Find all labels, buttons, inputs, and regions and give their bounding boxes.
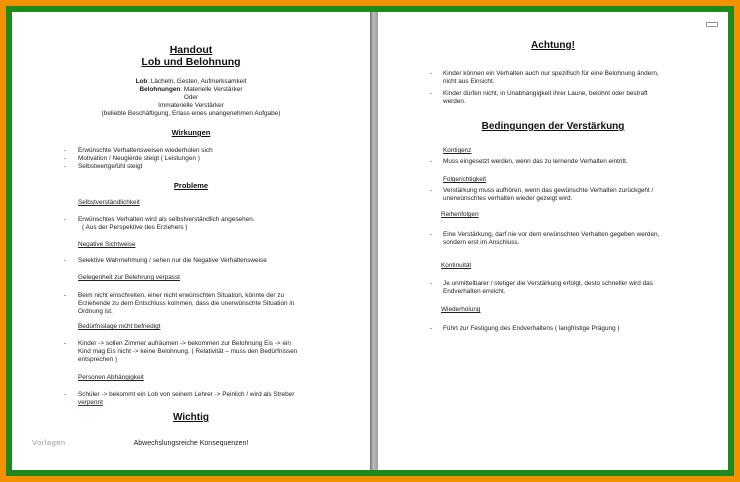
list-dash: - [64, 216, 67, 223]
section-heading-selbstverstaendlichkeit: Selbstverständlichkeit [78, 199, 140, 206]
section-heading-kontigenz: Kontigenz [443, 147, 472, 154]
list-item: Muss eingesetzt werden, wenn das zu lernende Verhalten eintritt. [443, 158, 628, 165]
list-dash: - [64, 391, 67, 398]
list-dash: - [430, 158, 433, 165]
intro-line-immateriell: Immaterielle Verstärker [158, 102, 224, 109]
list-item-continuation: unerwünschtes verhalten wieder gezeigt wird. [443, 195, 573, 202]
list-item-continuation: entsprechen ) [78, 356, 118, 363]
list-item-continuation: sondern erst im Anschluss. [443, 239, 520, 246]
list-item-continuation: werden. [443, 98, 466, 105]
list-item: Je unmittelbarer / stetiger die Verstärkung erfolgt, desto schneller wird das [443, 280, 653, 287]
list-item: Eine Verstärkung, darf nie vor dem erwünschten Verhalten gegeben werden, [443, 231, 660, 238]
page-left [12, 12, 370, 470]
section-heading-wiederholung: Wiederholung [441, 306, 481, 313]
list-dash: - [64, 292, 67, 299]
section-heading-reihenfolgen: Reihenfolgen [441, 211, 479, 218]
watermark: Vorlagen [32, 438, 66, 447]
list-dash: - [64, 155, 67, 162]
list-item: Selektive Wahrnehmung / sehen nur die Negative Verhaltensweise [78, 257, 267, 264]
handout-subtitle: Lob und Belohnung [141, 56, 241, 68]
list-item: Selbstwertgefühl steigt [78, 163, 143, 170]
scroll-indicator[interactable] [706, 22, 718, 27]
list-item-continuation: ( Aus der Perspektive des Erziehers ) [82, 224, 188, 231]
list-dash: - [64, 163, 67, 170]
list-dash: - [430, 231, 433, 238]
list-item: Kinder dürfen nicht, in Unabhängigkeit ihrer Laune, belohnt oder bestraft [443, 90, 648, 97]
list-item-continuation: nicht aus Einsicht. [443, 78, 495, 85]
list-item-continuation: Kind mag Eis nicht -> keine Belohnung. ( Relativität – muss den Bedürfnissen [78, 348, 298, 355]
document-workspace[interactable] [12, 12, 728, 470]
intro-line-lob: Lob: Lächeln, Gesten, Aufmerksamkeit [135, 78, 247, 85]
wichtig-text: Abwechslungsreiche Konsequenzen! [133, 440, 249, 447]
wichtig-heading: Wichtig [172, 412, 209, 423]
page-right [378, 12, 728, 470]
list-item: Schüler -> bekommt ein Lob von seinem Lehrer -> Peinlich / wird als Streber [78, 391, 295, 398]
intro-line-examples: (beliebte Beschäftigung, Erlass eines unangenehmen Aufgabe) [101, 110, 281, 117]
list-dash: - [430, 90, 433, 97]
list-item: Erwünschtes Verhalten wird als selbstverständlich angesehen. [78, 216, 255, 223]
list-item-continuation: Endverhalten erreicht. [443, 288, 506, 295]
list-item: Kinder können ein Verhalten auch nur spezifisch für eine Belohnung ändern, [443, 70, 659, 77]
list-item: Verstärkung muss aufhören, wenn das gewünschte Verhalten zurückgeht / [443, 187, 654, 194]
list-dash: - [430, 325, 433, 332]
list-item-continuation: verpennt [78, 399, 103, 406]
list-dash: - [430, 70, 433, 77]
list-dash: - [430, 280, 433, 287]
list-item: Motivation / Neugierde steigt ( Leistungen ) [78, 155, 200, 162]
list-item: Beim nicht einschreiten, einer nicht erwünschten Situation, könnte der zu [78, 292, 285, 299]
section-heading-kontinuitaet: Kontinuität [441, 262, 472, 269]
section-heading-belehrung: Gelegenheit zur Belehrung verpasst [78, 274, 180, 281]
section-heading-folgerichtigkeit: Folgerichtigkeit [443, 176, 486, 183]
list-item: Führt zur Festigung des Endverhaltens ( langfristige Prägung ) [443, 325, 620, 332]
achtung-heading: Achtung! [531, 40, 575, 51]
list-dash: - [64, 340, 67, 347]
list-item: Erwünschte Verhaltensweisen wiederholen sich [78, 147, 213, 154]
list-item: Kinder -> sollen Zimmer aufräumen -> bekommen zur Belohnung Eis -> ein [78, 340, 291, 347]
list-item-continuation: Erziehende zu dem Entschluss kommen, dass die unerwünschte Situation in [78, 300, 295, 307]
bedingungen-heading: Bedingungen der Verstärkung [481, 121, 625, 132]
handout-title: Handout [169, 44, 213, 56]
section-heading-negative-sichtweise: Negative Sichtweise [78, 241, 136, 248]
section-heading-beduerfnislage: Bedürfnislage nicht befriedigt [78, 323, 161, 330]
list-dash: - [64, 257, 67, 264]
intro-line-oder: Oder [183, 94, 199, 101]
list-dash: - [64, 147, 67, 154]
intro-line-belohnungen: Belohnungen: Materielle Verstärker [139, 86, 243, 93]
page-gutter [370, 12, 378, 470]
section-heading-personen: Personen Abhängigkeit [78, 374, 144, 381]
list-dash: - [430, 187, 433, 194]
list-item-continuation: Ordnung ist. [78, 308, 113, 315]
wirkungen-heading: Wirkungen [171, 128, 211, 137]
probleme-heading: Probleme [173, 181, 209, 190]
